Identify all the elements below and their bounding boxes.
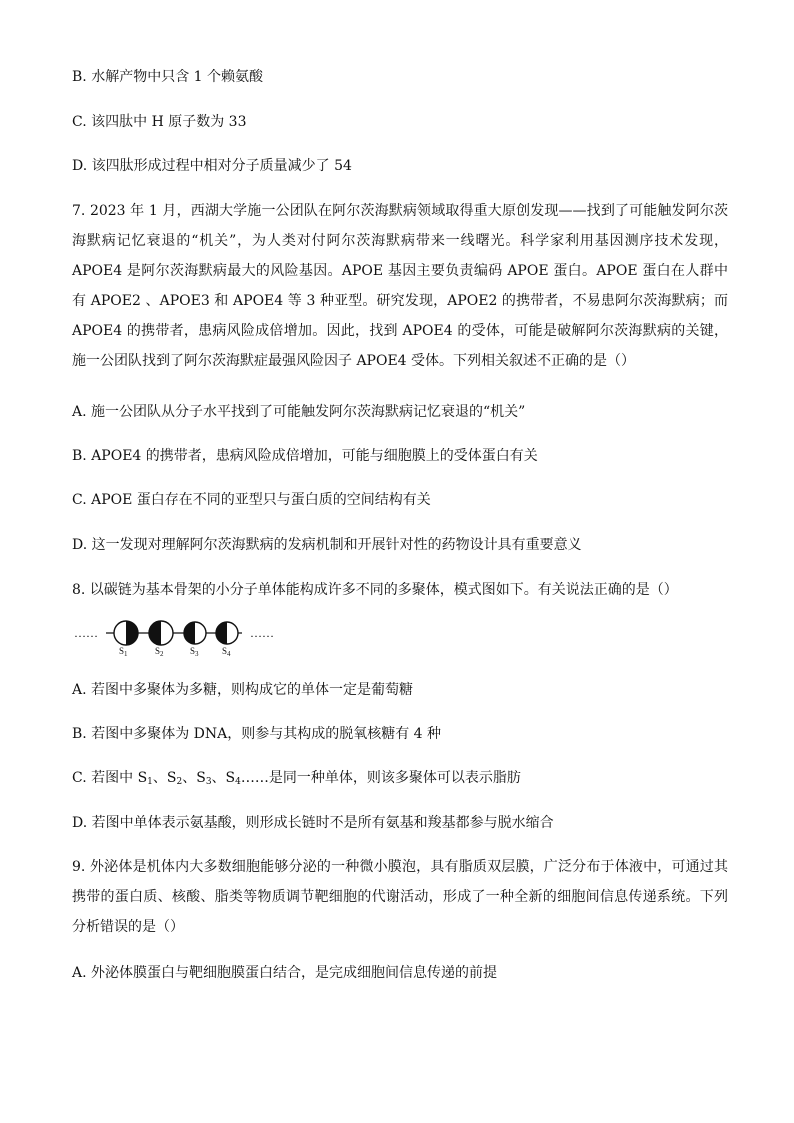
option-6b: B. 水解产物中只含 1 个赖氨酸 xyxy=(72,69,263,85)
label-s1: $S_1$ xyxy=(119,646,128,658)
option-6c: C. 该四肽中 H 原子数为 33 xyxy=(72,114,247,130)
option-7a: A. 施一公团队从分子水平找到了可能触发阿尔茨海默病记忆衰退的“机关” xyxy=(72,404,526,420)
monomer-s2 xyxy=(149,621,173,645)
option-8b: B. 若图中多聚体为 DNA，则参与其构成的脱氧核糖有 4 种 xyxy=(72,726,442,742)
label-s2: $S_2$ xyxy=(155,646,164,658)
question-7: 7. 2023 年 1 月，西湖大学施一公团队在阿尔茨海默病领域取得重大原创发现——找到了可能触发阿尔茨海默病记忆衰退的“机关”，为人类对付阿尔茨海默病带来一线曙光。科学家利用基因测序技术发现，APOE4 是阿尔茨海默病最大的风险基因。APOE 基因主要负责编码 APOE 蛋白。APOE 蛋白在人群中有 APOE2 、APOE3 和 APOE4 等 3 种亚型。研究发现，APOE2 的携带者，不易患阿尔茨海默病；而 APOE4 的携带者，患病风险成倍增加。因此，找到 APOE4 的受体，可能是破解阿尔茨海默病的关键，施一公团队找到了阿尔茨海默症最强风险因子 APOE4 受体。下列相关叙述不正确的是（） xyxy=(72,203,728,369)
option-6d: D. 该四肽形成过程中相对分子质量减少了 54 xyxy=(72,158,352,174)
label-s4: $S_4$ xyxy=(222,646,231,658)
option-7b: B. APOE4 的携带者，患病风险成倍增加，可能与细胞膜上的受体蛋白有关 xyxy=(72,448,538,464)
option-7c: C. APOE 蛋白存在不同的亚型只与蛋白质的空间结构有关 xyxy=(72,492,431,508)
option-9a: A. 外泌体膜蛋白与靶细胞膜蛋白结合，是完成细胞间信息传递的前提 xyxy=(72,965,498,981)
option-8d: D. 若图中单体表示氨基酸，则形成长链时不是所有氨基和羧基都参与脱水缩合 xyxy=(72,815,554,831)
monomer-s1 xyxy=(114,621,138,645)
option-8c: C. 若图中 $S_1$、$S_2$、$S_3$、$S_4\dots\dots$是同一种单体，则该多聚体可以表示脂肪 xyxy=(72,770,521,787)
option-7d: D. 这一发现对理解阿尔茨海默病的发病机制和开展针对性的药物设计具有重要意义 xyxy=(72,537,582,553)
diagram-dots-right: …… xyxy=(250,626,274,640)
question-9: 9. 外泌体是机体内大多数细胞能够分泌的一种微小膜泡，具有脂质双层膜，广泛分布于体液中，可通过其携带的蛋白质、核酸、脂类等物质调节靶细胞的代谢活动，形成了一种全新的细胞间信息传递系统。下列分析错误的是（） xyxy=(72,859,728,935)
diagram-dots-left: …… xyxy=(74,626,98,640)
monomer-s4 xyxy=(216,622,238,644)
label-s3: $S_3$ xyxy=(190,646,199,658)
polymer-diagram xyxy=(72,616,292,666)
monomer-s3 xyxy=(184,622,206,644)
question-8: 8. 以碳链为基本骨架的小分子单体能构成许多不同的多聚体，模式图如下。有关说法正确的是（） xyxy=(72,582,678,598)
option-8a: A. 若图中多聚体为多糖，则构成它的单体一定是葡萄糖 xyxy=(72,682,414,698)
